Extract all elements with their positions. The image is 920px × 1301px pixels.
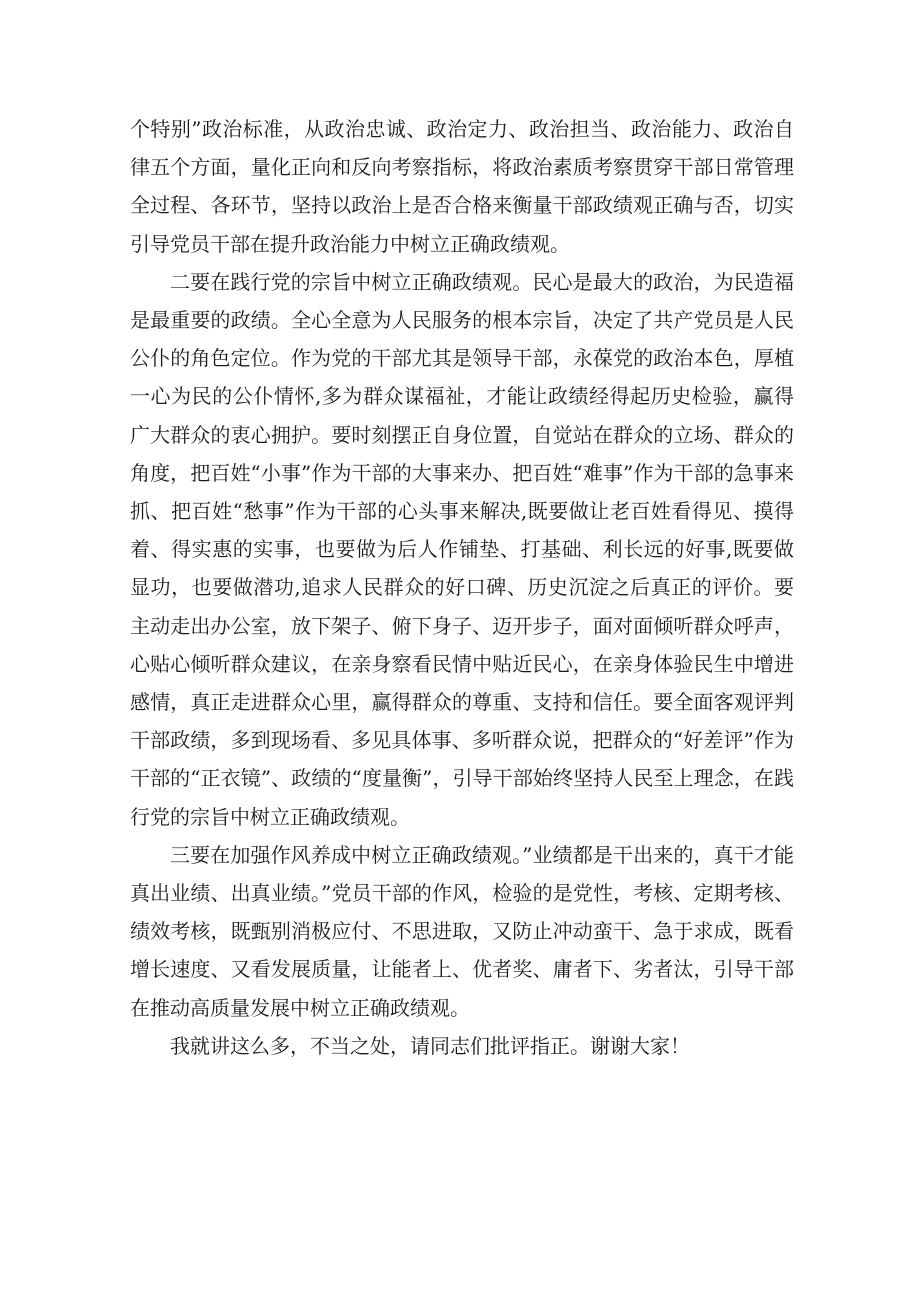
- paragraph-third-point: 三要在加强作风养成中树立正确政绩观。”业绩都是干出来的，真干才能真出业绩、出真业绩。”党员干部的作风，检验的是党性，考核、定期考核、绩效考核，既甄别消极应付、不思进取，又防止冲动蛮干、急于求成，既看增长速度、又看发展质量，让能者上、优者奖、庸者下、劣者汰，引导干部在推动高质量发展中树立正确政绩观。: [130, 842, 794, 1020]
- paragraph-second-point: 二要在践行党的宗旨中树立正确政绩观。民心是最大的政治，为民造福是最重要的政绩。全心全意为人民服务的根本宗旨，决定了共产党员是人民公仆的角色定位。作为党的干部尤其是领导干部，永葆党的政治本色，厚植一心为民的公仆情怀,多为群众谋福祉，才能让政绩经得起历史检验，赢得广大群众的衷心拥护。要时刻摆正自身位置，自觉站在群众的立场、群众的角度，把百姓“小事”作为干部的大事来办、把百姓“难事”作为干部的急事来抓、把百姓“愁事”作为干部的心头事来解决,既要做让老百姓看得见、摸得着、得实惠的实事，也要做为后人作铺垫、打基础、利长远的好事,既要做显功，也要做潜功,追求人民群众的好口碑、历史沉淀之后真正的评价。要主动走出办公室，放下架子、俯下身子、迈开步子，面对面倾听群众呼声，心贴心倾听群众建议，在亲身察看民情中贴近民心，在亲身体验民生中增进感情，真正走进群众心里，赢得群众的尊重、支持和信任。要全面客观评判干部政绩，多到现场看、多见具体事、多听群众说，把群众的“好差评”作为干部的“正衣镜”、政绩的“度量衡”，引导干部始终坚持人民至上理念，在践行党的宗旨中树立正确政绩观。: [130, 269, 794, 829]
- paragraph-continuation: 个特别”政治标准，从政治忠诚、政治定力、政治担当、政治能力、政治自律五个方面，量化正向和反向考察指标，将政治素质考察贯穿干部日常管理全过程、各环节，坚持以政治上是否合格来衡量干部政绩观正确与否，切实引导党员干部在提升政治能力中树立正确政绩观。: [130, 117, 794, 256]
- document-body: [130, 110, 794, 1065]
- paragraph-closing: 我就讲这么多，不当之处，请同志们批评指正。谢谢大家！: [170, 1033, 690, 1058]
